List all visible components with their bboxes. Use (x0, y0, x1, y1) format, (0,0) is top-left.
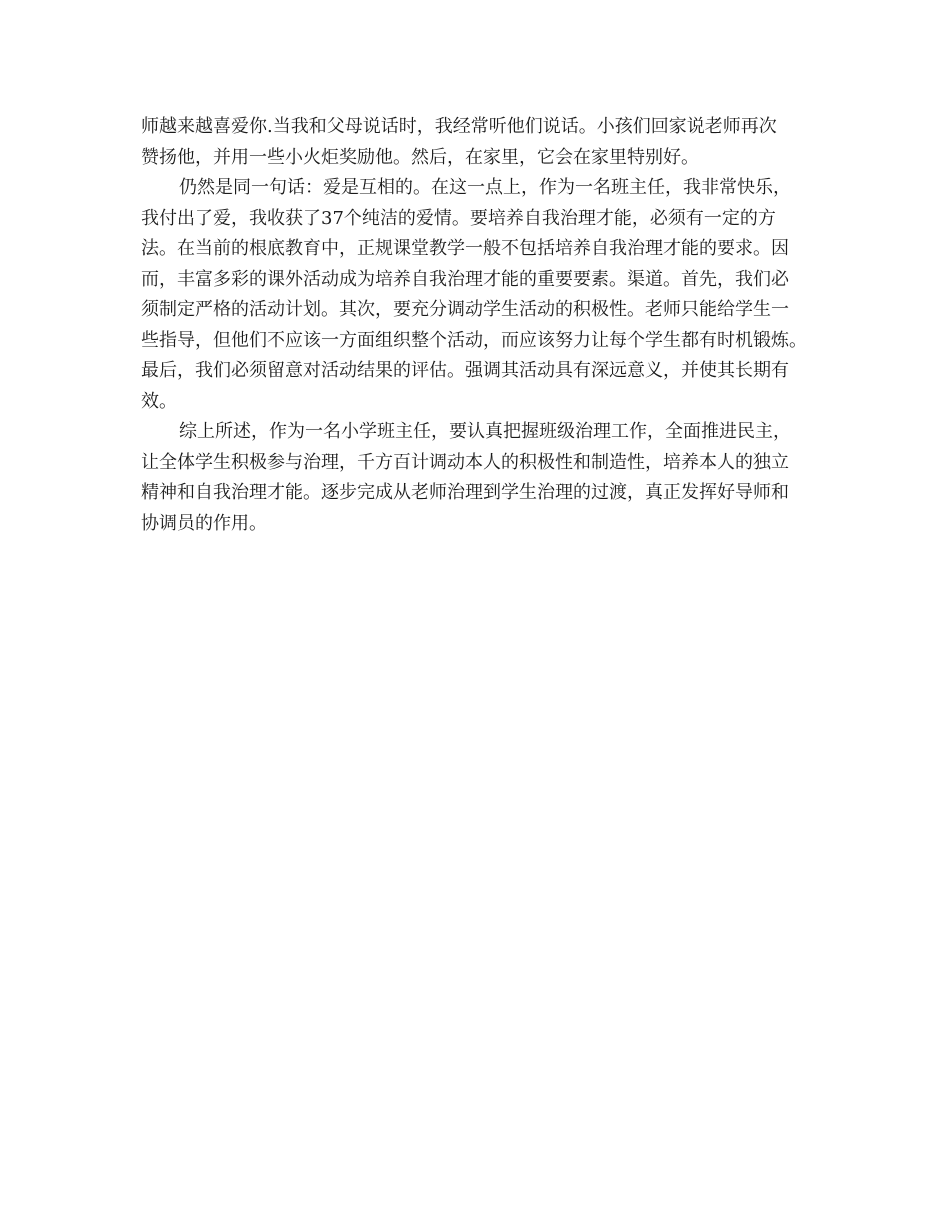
document-body (141, 112, 813, 539)
text-line: 师越来越喜爱你.当我和父母说话时，我经常听他们说话。小孩们回家说老师再次 (141, 116, 777, 137)
text-line: 协调员的作用。 (141, 512, 267, 534)
text-line: 些指导，但他们不应该一方面组织整个活动，而应该努力让每个学生都有时机锻炼。 (141, 329, 807, 351)
text-line: 精神和自我治理才能。逐步完成从老师治理到学生治理的过渡，真正发挥好导师和 (141, 482, 789, 503)
text-line: 最后，我们必须留意对活动结果的评估。强调其活动具有深远意义，并使其长期有 (141, 360, 789, 381)
text-line: 而，丰富多彩的课外活动成为培养自我治理才能的重要要素。渠道。首先，我们必 (141, 268, 789, 290)
text-line: 须制定严格的活动计划。其次，要充分调动学生活动的积极性。老师只能给学生一 (141, 299, 789, 320)
text-line: 我付出了爱，我收获了37个纯洁的爱情。要培养自我治理才能，必须有一定的方 (141, 207, 776, 229)
text-line: 效。 (141, 390, 177, 412)
paragraph-start-line: 仍然是同一句话：爱是互相的。在这一点上，作为一名班主任，我非常快乐， (179, 177, 791, 198)
paragraph-start-line: 综上所述，作为一名小学班主任，要认真把握班级治理工作，全面推进民主， (179, 421, 791, 442)
text-line: 赞扬他，并用一些小火炬奖励他。然后，在家里，它会在家里特别好。 (141, 146, 699, 168)
text-line: 法。在当前的根底教育中，正规课堂教学一般不包括培养自我治理才能的要求。因 (141, 238, 789, 259)
text-line: 让全体学生积极参与治理，千方百计调动本人的积极性和制造性，培养本人的独立 (141, 451, 789, 473)
